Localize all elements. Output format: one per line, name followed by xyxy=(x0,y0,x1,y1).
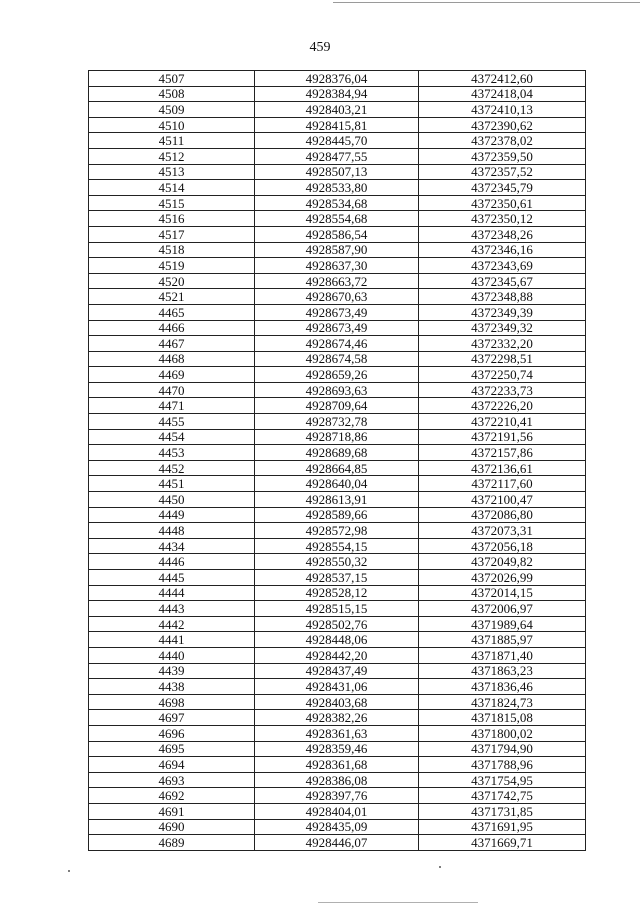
table-row xyxy=(89,164,586,180)
y-coordinate-cell: 4372378,02 xyxy=(419,133,586,149)
x-coordinate-cell: 4928477,55 xyxy=(255,148,419,164)
y-coordinate-cell: 4372350,61 xyxy=(419,195,586,211)
y-coordinate-cell: 4372412,60 xyxy=(419,71,586,87)
y-coordinate-cell: 4371800,02 xyxy=(419,725,586,741)
x-coordinate-cell: 4928534,68 xyxy=(255,195,419,211)
table-row xyxy=(89,195,586,211)
point-number-cell: 4444 xyxy=(89,585,255,601)
point-number-cell: 4512 xyxy=(89,148,255,164)
point-number-cell: 4694 xyxy=(89,757,255,773)
y-coordinate-cell: 4372349,39 xyxy=(419,304,586,320)
x-coordinate-cell: 4928403,68 xyxy=(255,694,419,710)
table-row xyxy=(89,304,586,320)
y-coordinate-cell: 4371754,95 xyxy=(419,772,586,788)
x-coordinate-cell: 4928718,86 xyxy=(255,429,419,445)
point-number-cell: 4517 xyxy=(89,226,255,242)
coordinates-table-body xyxy=(89,71,586,851)
point-number-cell: 4455 xyxy=(89,414,255,430)
table-row xyxy=(89,601,586,617)
table-row xyxy=(89,570,586,586)
x-coordinate-cell: 4928404,01 xyxy=(255,803,419,819)
table-row xyxy=(89,663,586,679)
y-coordinate-cell: 4372100,47 xyxy=(419,492,586,508)
x-coordinate-cell: 4928613,91 xyxy=(255,492,419,508)
point-number-cell: 4470 xyxy=(89,382,255,398)
x-coordinate-cell: 4928446,07 xyxy=(255,835,419,851)
scan-speck xyxy=(68,870,70,872)
x-coordinate-cell: 4928533,80 xyxy=(255,180,419,196)
table-row xyxy=(89,492,586,508)
table-row xyxy=(89,710,586,726)
x-coordinate-cell: 4928586,54 xyxy=(255,226,419,242)
point-number-cell: 4453 xyxy=(89,445,255,461)
point-number-cell: 4520 xyxy=(89,273,255,289)
table-row xyxy=(89,211,586,227)
point-number-cell: 4514 xyxy=(89,180,255,196)
table-row xyxy=(89,694,586,710)
y-coordinate-cell: 4372418,04 xyxy=(419,86,586,102)
table-row xyxy=(89,429,586,445)
table-row xyxy=(89,86,586,102)
x-coordinate-cell: 4928693,63 xyxy=(255,382,419,398)
scan-speck xyxy=(439,866,441,868)
point-number-cell: 4507 xyxy=(89,71,255,87)
y-coordinate-cell: 4372233,73 xyxy=(419,382,586,398)
x-coordinate-cell: 4928674,46 xyxy=(255,336,419,352)
y-coordinate-cell: 4372346,16 xyxy=(419,242,586,258)
point-number-cell: 4518 xyxy=(89,242,255,258)
point-number-cell: 4445 xyxy=(89,570,255,586)
y-coordinate-cell: 4371863,23 xyxy=(419,663,586,679)
y-coordinate-cell: 4372014,15 xyxy=(419,585,586,601)
y-coordinate-cell: 4371824,73 xyxy=(419,694,586,710)
table-row xyxy=(89,242,586,258)
point-number-cell: 4521 xyxy=(89,289,255,305)
x-coordinate-cell: 4928445,70 xyxy=(255,133,419,149)
x-coordinate-cell: 4928397,76 xyxy=(255,788,419,804)
y-coordinate-cell: 4372349,32 xyxy=(419,320,586,336)
y-coordinate-cell: 4372298,51 xyxy=(419,351,586,367)
y-coordinate-cell: 4371691,95 xyxy=(419,819,586,835)
x-coordinate-cell: 4928589,66 xyxy=(255,507,419,523)
point-number-cell: 4513 xyxy=(89,164,255,180)
point-number-cell: 4443 xyxy=(89,601,255,617)
y-coordinate-cell: 4372250,74 xyxy=(419,367,586,383)
y-coordinate-cell: 4371788,96 xyxy=(419,757,586,773)
table-row xyxy=(89,616,586,632)
x-coordinate-cell: 4928572,98 xyxy=(255,523,419,539)
point-number-cell: 4448 xyxy=(89,523,255,539)
y-coordinate-cell: 4372348,88 xyxy=(419,289,586,305)
y-coordinate-cell: 4372348,26 xyxy=(419,226,586,242)
point-number-cell: 4697 xyxy=(89,710,255,726)
point-number-cell: 4469 xyxy=(89,367,255,383)
point-number-cell: 4446 xyxy=(89,554,255,570)
table-row xyxy=(89,351,586,367)
x-coordinate-cell: 4928448,06 xyxy=(255,632,419,648)
table-row xyxy=(89,803,586,819)
y-coordinate-cell: 4372345,67 xyxy=(419,273,586,289)
point-number-cell: 4466 xyxy=(89,320,255,336)
table-row xyxy=(89,835,586,851)
y-coordinate-cell: 4372345,79 xyxy=(419,180,586,196)
y-coordinate-cell: 4372359,50 xyxy=(419,148,586,164)
y-coordinate-cell: 4372357,52 xyxy=(419,164,586,180)
table-row xyxy=(89,445,586,461)
point-number-cell: 4511 xyxy=(89,133,255,149)
table-row xyxy=(89,772,586,788)
y-coordinate-cell: 4372136,61 xyxy=(419,460,586,476)
point-number-cell: 4468 xyxy=(89,351,255,367)
x-coordinate-cell: 4928674,58 xyxy=(255,351,419,367)
table-row xyxy=(89,320,586,336)
table-row xyxy=(89,180,586,196)
table-row xyxy=(89,336,586,352)
point-number-cell: 4693 xyxy=(89,772,255,788)
x-coordinate-cell: 4928670,63 xyxy=(255,289,419,305)
x-coordinate-cell: 4928386,08 xyxy=(255,772,419,788)
point-number-cell: 4434 xyxy=(89,538,255,554)
y-coordinate-cell: 4371794,90 xyxy=(419,741,586,757)
x-coordinate-cell: 4928732,78 xyxy=(255,414,419,430)
y-coordinate-cell: 4371989,64 xyxy=(419,616,586,632)
y-coordinate-cell: 4371669,71 xyxy=(419,835,586,851)
x-coordinate-cell: 4928537,15 xyxy=(255,570,419,586)
point-number-cell: 4454 xyxy=(89,429,255,445)
point-number-cell: 4450 xyxy=(89,492,255,508)
table-row xyxy=(89,585,586,601)
table-row xyxy=(89,632,586,648)
x-coordinate-cell: 4928415,81 xyxy=(255,117,419,133)
y-coordinate-cell: 4372049,82 xyxy=(419,554,586,570)
point-number-cell: 4510 xyxy=(89,117,255,133)
table-row xyxy=(89,102,586,118)
y-coordinate-cell: 4372056,18 xyxy=(419,538,586,554)
table-row xyxy=(89,788,586,804)
x-coordinate-cell: 4928664,85 xyxy=(255,460,419,476)
y-coordinate-cell: 4372191,56 xyxy=(419,429,586,445)
x-coordinate-cell: 4928554,15 xyxy=(255,538,419,554)
point-number-cell: 4440 xyxy=(89,647,255,663)
table-row xyxy=(89,554,586,570)
table-row xyxy=(89,414,586,430)
table-row xyxy=(89,523,586,539)
y-coordinate-cell: 4371885,97 xyxy=(419,632,586,648)
point-number-cell: 4471 xyxy=(89,398,255,414)
point-number-cell: 4465 xyxy=(89,304,255,320)
y-coordinate-cell: 4372226,20 xyxy=(419,398,586,414)
table-row xyxy=(89,725,586,741)
x-coordinate-cell: 4928515,15 xyxy=(255,601,419,617)
table-row xyxy=(89,647,586,663)
bottom-scan-edge-line xyxy=(318,902,478,903)
point-number-cell: 4442 xyxy=(89,616,255,632)
point-number-cell: 4515 xyxy=(89,195,255,211)
x-coordinate-cell: 4928528,12 xyxy=(255,585,419,601)
point-number-cell: 4698 xyxy=(89,694,255,710)
table-row xyxy=(89,398,586,414)
x-coordinate-cell: 4928689,68 xyxy=(255,445,419,461)
table-row xyxy=(89,148,586,164)
x-coordinate-cell: 4928663,72 xyxy=(255,273,419,289)
table-row xyxy=(89,117,586,133)
table-row xyxy=(89,819,586,835)
x-coordinate-cell: 4928384,94 xyxy=(255,86,419,102)
table-row xyxy=(89,367,586,383)
table-row xyxy=(89,741,586,757)
point-number-cell: 4691 xyxy=(89,803,255,819)
top-scan-edge-line xyxy=(333,2,640,3)
y-coordinate-cell: 4372410,13 xyxy=(419,102,586,118)
x-coordinate-cell: 4928587,90 xyxy=(255,242,419,258)
table-row xyxy=(89,757,586,773)
table-row xyxy=(89,382,586,398)
x-coordinate-cell: 4928376,04 xyxy=(255,71,419,87)
y-coordinate-cell: 4371731,85 xyxy=(419,803,586,819)
x-coordinate-cell: 4928361,68 xyxy=(255,757,419,773)
point-number-cell: 4516 xyxy=(89,211,255,227)
y-coordinate-cell: 4372073,31 xyxy=(419,523,586,539)
x-coordinate-cell: 4928382,26 xyxy=(255,710,419,726)
x-coordinate-cell: 4928554,68 xyxy=(255,211,419,227)
table-row xyxy=(89,226,586,242)
x-coordinate-cell: 4928659,26 xyxy=(255,367,419,383)
table-row xyxy=(89,289,586,305)
point-number-cell: 4519 xyxy=(89,258,255,274)
point-number-cell: 4696 xyxy=(89,725,255,741)
point-number-cell: 4692 xyxy=(89,788,255,804)
x-coordinate-cell: 4928673,49 xyxy=(255,304,419,320)
table-row xyxy=(89,273,586,289)
table-row xyxy=(89,538,586,554)
table-row xyxy=(89,476,586,492)
table-row xyxy=(89,460,586,476)
x-coordinate-cell: 4928435,09 xyxy=(255,819,419,835)
coordinates-table xyxy=(88,70,586,851)
y-coordinate-cell: 4372086,80 xyxy=(419,507,586,523)
y-coordinate-cell: 4371836,46 xyxy=(419,679,586,695)
point-number-cell: 4690 xyxy=(89,819,255,835)
x-coordinate-cell: 4928673,49 xyxy=(255,320,419,336)
table-row xyxy=(89,133,586,149)
point-number-cell: 4467 xyxy=(89,336,255,352)
point-number-cell: 4689 xyxy=(89,835,255,851)
x-coordinate-cell: 4928442,20 xyxy=(255,647,419,663)
y-coordinate-cell: 4371742,75 xyxy=(419,788,586,804)
point-number-cell: 4509 xyxy=(89,102,255,118)
table-row xyxy=(89,507,586,523)
y-coordinate-cell: 4372343,69 xyxy=(419,258,586,274)
page-number: 459 xyxy=(309,40,331,55)
x-coordinate-cell: 4928709,64 xyxy=(255,398,419,414)
x-coordinate-cell: 4928507,13 xyxy=(255,164,419,180)
x-coordinate-cell: 4928437,49 xyxy=(255,663,419,679)
x-coordinate-cell: 4928431,06 xyxy=(255,679,419,695)
x-coordinate-cell: 4928640,04 xyxy=(255,476,419,492)
x-coordinate-cell: 4928637,30 xyxy=(255,258,419,274)
point-number-cell: 4438 xyxy=(89,679,255,695)
point-number-cell: 4439 xyxy=(89,663,255,679)
x-coordinate-cell: 4928361,63 xyxy=(255,725,419,741)
point-number-cell: 4449 xyxy=(89,507,255,523)
y-coordinate-cell: 4372117,60 xyxy=(419,476,586,492)
y-coordinate-cell: 4372006,97 xyxy=(419,601,586,617)
table-row xyxy=(89,71,586,87)
point-number-cell: 4441 xyxy=(89,632,255,648)
x-coordinate-cell: 4928359,46 xyxy=(255,741,419,757)
point-number-cell: 4452 xyxy=(89,460,255,476)
x-coordinate-cell: 4928502,76 xyxy=(255,616,419,632)
y-coordinate-cell: 4372157,86 xyxy=(419,445,586,461)
x-coordinate-cell: 4928403,21 xyxy=(255,102,419,118)
point-number-cell: 4451 xyxy=(89,476,255,492)
y-coordinate-cell: 4371815,08 xyxy=(419,710,586,726)
y-coordinate-cell: 4372332,20 xyxy=(419,336,586,352)
y-coordinate-cell: 4371871,40 xyxy=(419,647,586,663)
table-row xyxy=(89,679,586,695)
point-number-cell: 4695 xyxy=(89,741,255,757)
point-number-cell: 4508 xyxy=(89,86,255,102)
y-coordinate-cell: 4372026,99 xyxy=(419,570,586,586)
y-coordinate-cell: 4372350,12 xyxy=(419,211,586,227)
y-coordinate-cell: 4372210,41 xyxy=(419,414,586,430)
x-coordinate-cell: 4928550,32 xyxy=(255,554,419,570)
table-row xyxy=(89,258,586,274)
y-coordinate-cell: 4372390,62 xyxy=(419,117,586,133)
